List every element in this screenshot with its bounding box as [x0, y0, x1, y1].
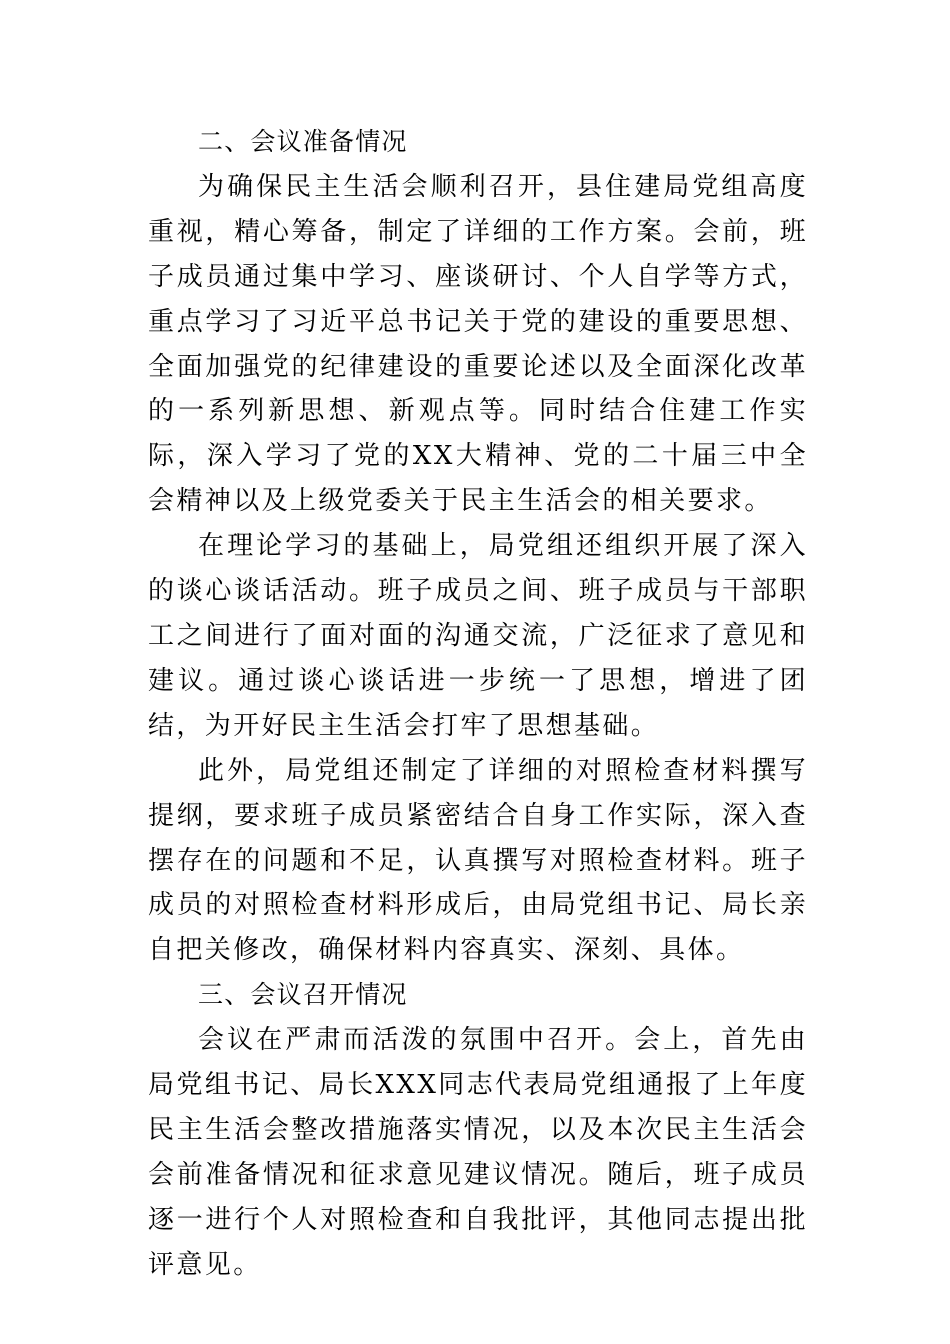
section-heading-meeting-held: 三、会议召开情况 — [198, 980, 408, 1010]
paragraph-meeting-proceedings: 会议在严肃而活泼的氛围中召开。会上，首先由局党组书记、局长XXX同志代表局党组通报了上年度民主生活会整改措施落实情况，以及本次民主生活会会前准备情况和征求意见建议情况。随后，班子成员逐一进行个人对照检查和自我批评，其他同志提出批评意见。 — [148, 1025, 808, 1280]
paragraph-review-materials: 此外，局党组还制定了详细的对照检查材料撰写提纲，要求班子成员紧密结合自身工作实际，深入查摆存在的问题和不足，认真撰写对照检查材料。班子成员的对照检查材料形成后，由局党组书记、局长亲自把关修改，确保材料内容真实、深刻、具体。 — [148, 755, 808, 966]
paragraph-heart-to-heart-talks: 在理论学习的基础上，局党组还组织开展了深入的谈心谈话活动。班子成员之间、班子成员与干部职工之间进行了面对面的沟通交流，广泛征求了意见和建议。通过谈心谈话进一步统一了思想，增进了团结，为开好民主生活会打牢了思想基础。 — [148, 531, 808, 741]
paragraph-preparation-overview: 为确保民主生活会顺利召开，县住建局党组高度重视，精心筹备，制定了详细的工作方案。会前，班子成员通过集中学习、座谈研讨、个人自学等方式，重点学习了习近平总书记关于党的建设的重要思想、全面加强党的纪律建设的重要论述以及全面深化改革的一系列新思想、新观点等。同时结合住建工作实际，深入学习了党的XX大精神、党的二十届三中全会精神以及上级党委关于民主生活会的相关要求。 — [148, 171, 808, 517]
document-page — [148, 120, 808, 1288]
section-heading-meeting-preparation: 二、会议准备情况 — [198, 127, 408, 156]
